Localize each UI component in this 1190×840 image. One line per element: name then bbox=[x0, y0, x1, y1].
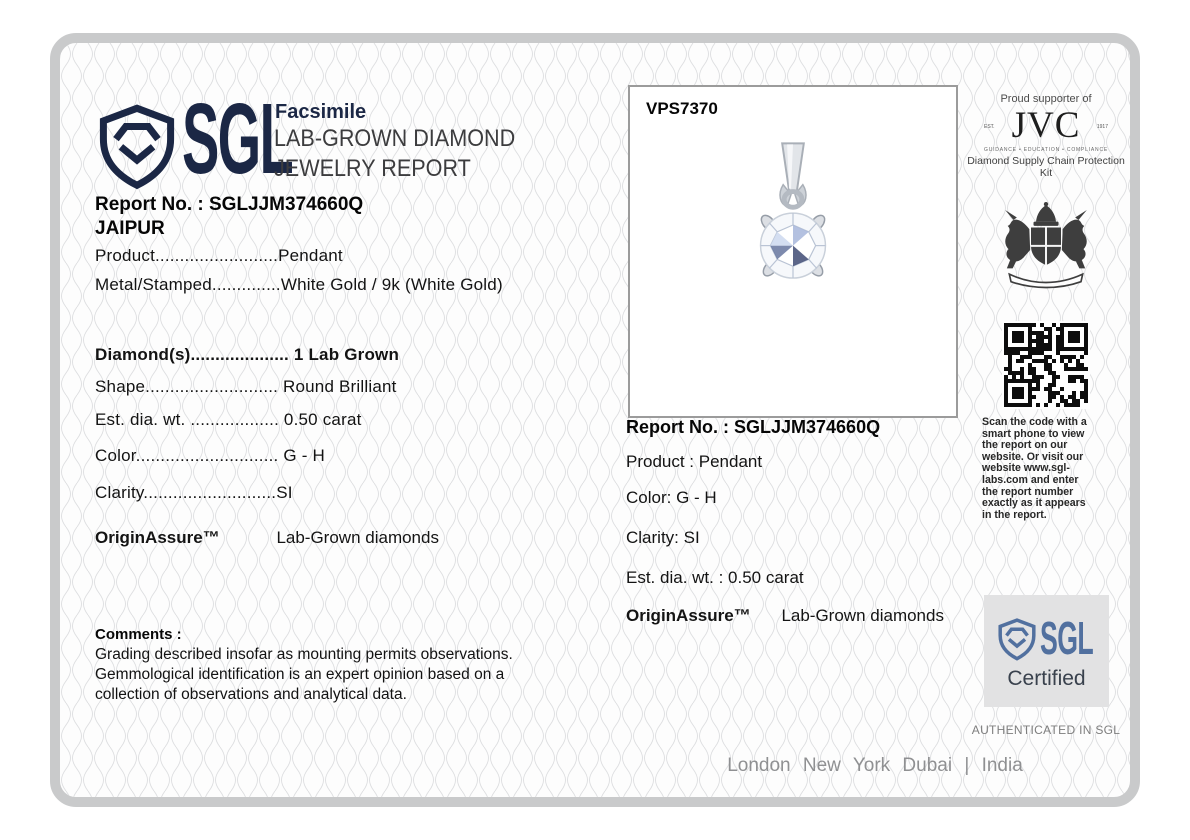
jvc-logo bbox=[978, 104, 1114, 147]
qr-caption-line: the report on our bbox=[982, 439, 1068, 452]
report-type-line2: JEWELRY REPORT bbox=[274, 155, 471, 182]
comments-text bbox=[95, 645, 513, 705]
item-sku: VPS7370 bbox=[646, 99, 718, 118]
badge-brand-name: SGL bbox=[1039, 612, 1093, 664]
right-column bbox=[967, 43, 1125, 807]
jvc-est-label: EST. bbox=[984, 124, 995, 130]
qr-code bbox=[1002, 321, 1090, 409]
authenticated-label: AUTHENTICATED IN SGL bbox=[971, 723, 1121, 737]
spec-row-product: Product.........................Pendant bbox=[95, 246, 343, 265]
facsimile-label: Facsimile bbox=[275, 101, 367, 123]
origin-assure-value: Lab-Grown diamonds bbox=[276, 528, 439, 547]
qr-caption-line: website www.sgl- bbox=[982, 462, 1070, 475]
summary-report-number: Report No. : SGLJJM374660Q bbox=[626, 417, 881, 437]
jvc-year-label: 1917 bbox=[1096, 124, 1108, 130]
spec-row-color: Color............................. G - H bbox=[95, 446, 325, 465]
badge-certified-label: Certified bbox=[1007, 667, 1086, 690]
summary-origin-label: OriginAssure™ bbox=[626, 606, 751, 625]
sgl-certified-badge bbox=[984, 595, 1109, 707]
summary-color: Color: G - H bbox=[626, 488, 717, 507]
summary-product: Product : Pendant bbox=[626, 452, 763, 471]
jvc-name: JVC bbox=[1011, 105, 1081, 146]
comments-title: Comments : bbox=[95, 626, 182, 643]
summary-clarity: Clarity: SI bbox=[626, 528, 700, 547]
summary-origin-assure-row bbox=[626, 606, 944, 626]
comments-line: Gemmological identification is an expert opinion based on a bbox=[95, 666, 505, 683]
office-locations: London New York Dubai | India bbox=[727, 755, 1023, 776]
report-type-line1: LAB-GROWN DIAMOND bbox=[274, 125, 516, 152]
sgl-certified-shield-icon bbox=[996, 615, 1038, 661]
jvc-kit-text: Diamond Supply Chain Protection Kit bbox=[967, 155, 1125, 179]
certificate-card bbox=[50, 33, 1140, 807]
report-number: Report No. : SGLJJM374660Q bbox=[95, 194, 364, 215]
summary-weight: Est. dia. wt. : 0.50 carat bbox=[626, 568, 804, 587]
comments-line: Grading described insofar as mounting permits observations. bbox=[95, 646, 513, 663]
qr-instructions bbox=[982, 417, 1110, 521]
brand-name: SGL bbox=[182, 83, 293, 195]
qr-caption-line: website. Or visit our bbox=[982, 450, 1084, 463]
spec-row-metal: Metal/Stamped..............White Gold / 9k (White Gold) bbox=[95, 275, 503, 294]
jewelry-photo-frame bbox=[628, 85, 958, 418]
pendant-photo bbox=[734, 139, 852, 307]
spec-row-shape: Shape........................... Round Brilliant bbox=[95, 377, 397, 396]
origin-assure-label: OriginAssure™ bbox=[95, 528, 220, 547]
qr-caption-line: Scan the code with a bbox=[982, 416, 1087, 428]
summary-origin-value: Lab-Grown diamonds bbox=[781, 606, 944, 625]
jvc-supporter-text: Proud supporter of bbox=[1000, 93, 1092, 105]
spec-row-weight: Est. dia. wt. .................. 0.50 carat bbox=[95, 410, 362, 429]
heraldic-crest-icon bbox=[996, 199, 1096, 291]
spec-row-clarity: Clarity...........................SI bbox=[95, 483, 293, 502]
jvc-tagline: GUIDANCE • EDUCATION • COMPLIANCE bbox=[984, 147, 1108, 153]
qr-caption-line: the report number bbox=[982, 485, 1074, 498]
lab-city: JAIPUR bbox=[95, 218, 165, 239]
qr-caption-line: exactly as it appears bbox=[982, 497, 1086, 510]
qr-caption-line: labs.com and enter bbox=[982, 473, 1079, 486]
spec-row-diamonds: Diamond(s).................... 1 Lab Grown bbox=[95, 345, 400, 364]
sgl-shield-logo-icon bbox=[95, 98, 179, 190]
qr-caption-line: in the report. bbox=[982, 508, 1047, 521]
origin-assure-row bbox=[95, 528, 439, 548]
qr-caption-line: smart phone to view bbox=[982, 427, 1085, 440]
comments-line: collection of observations and analytical data. bbox=[95, 686, 407, 703]
